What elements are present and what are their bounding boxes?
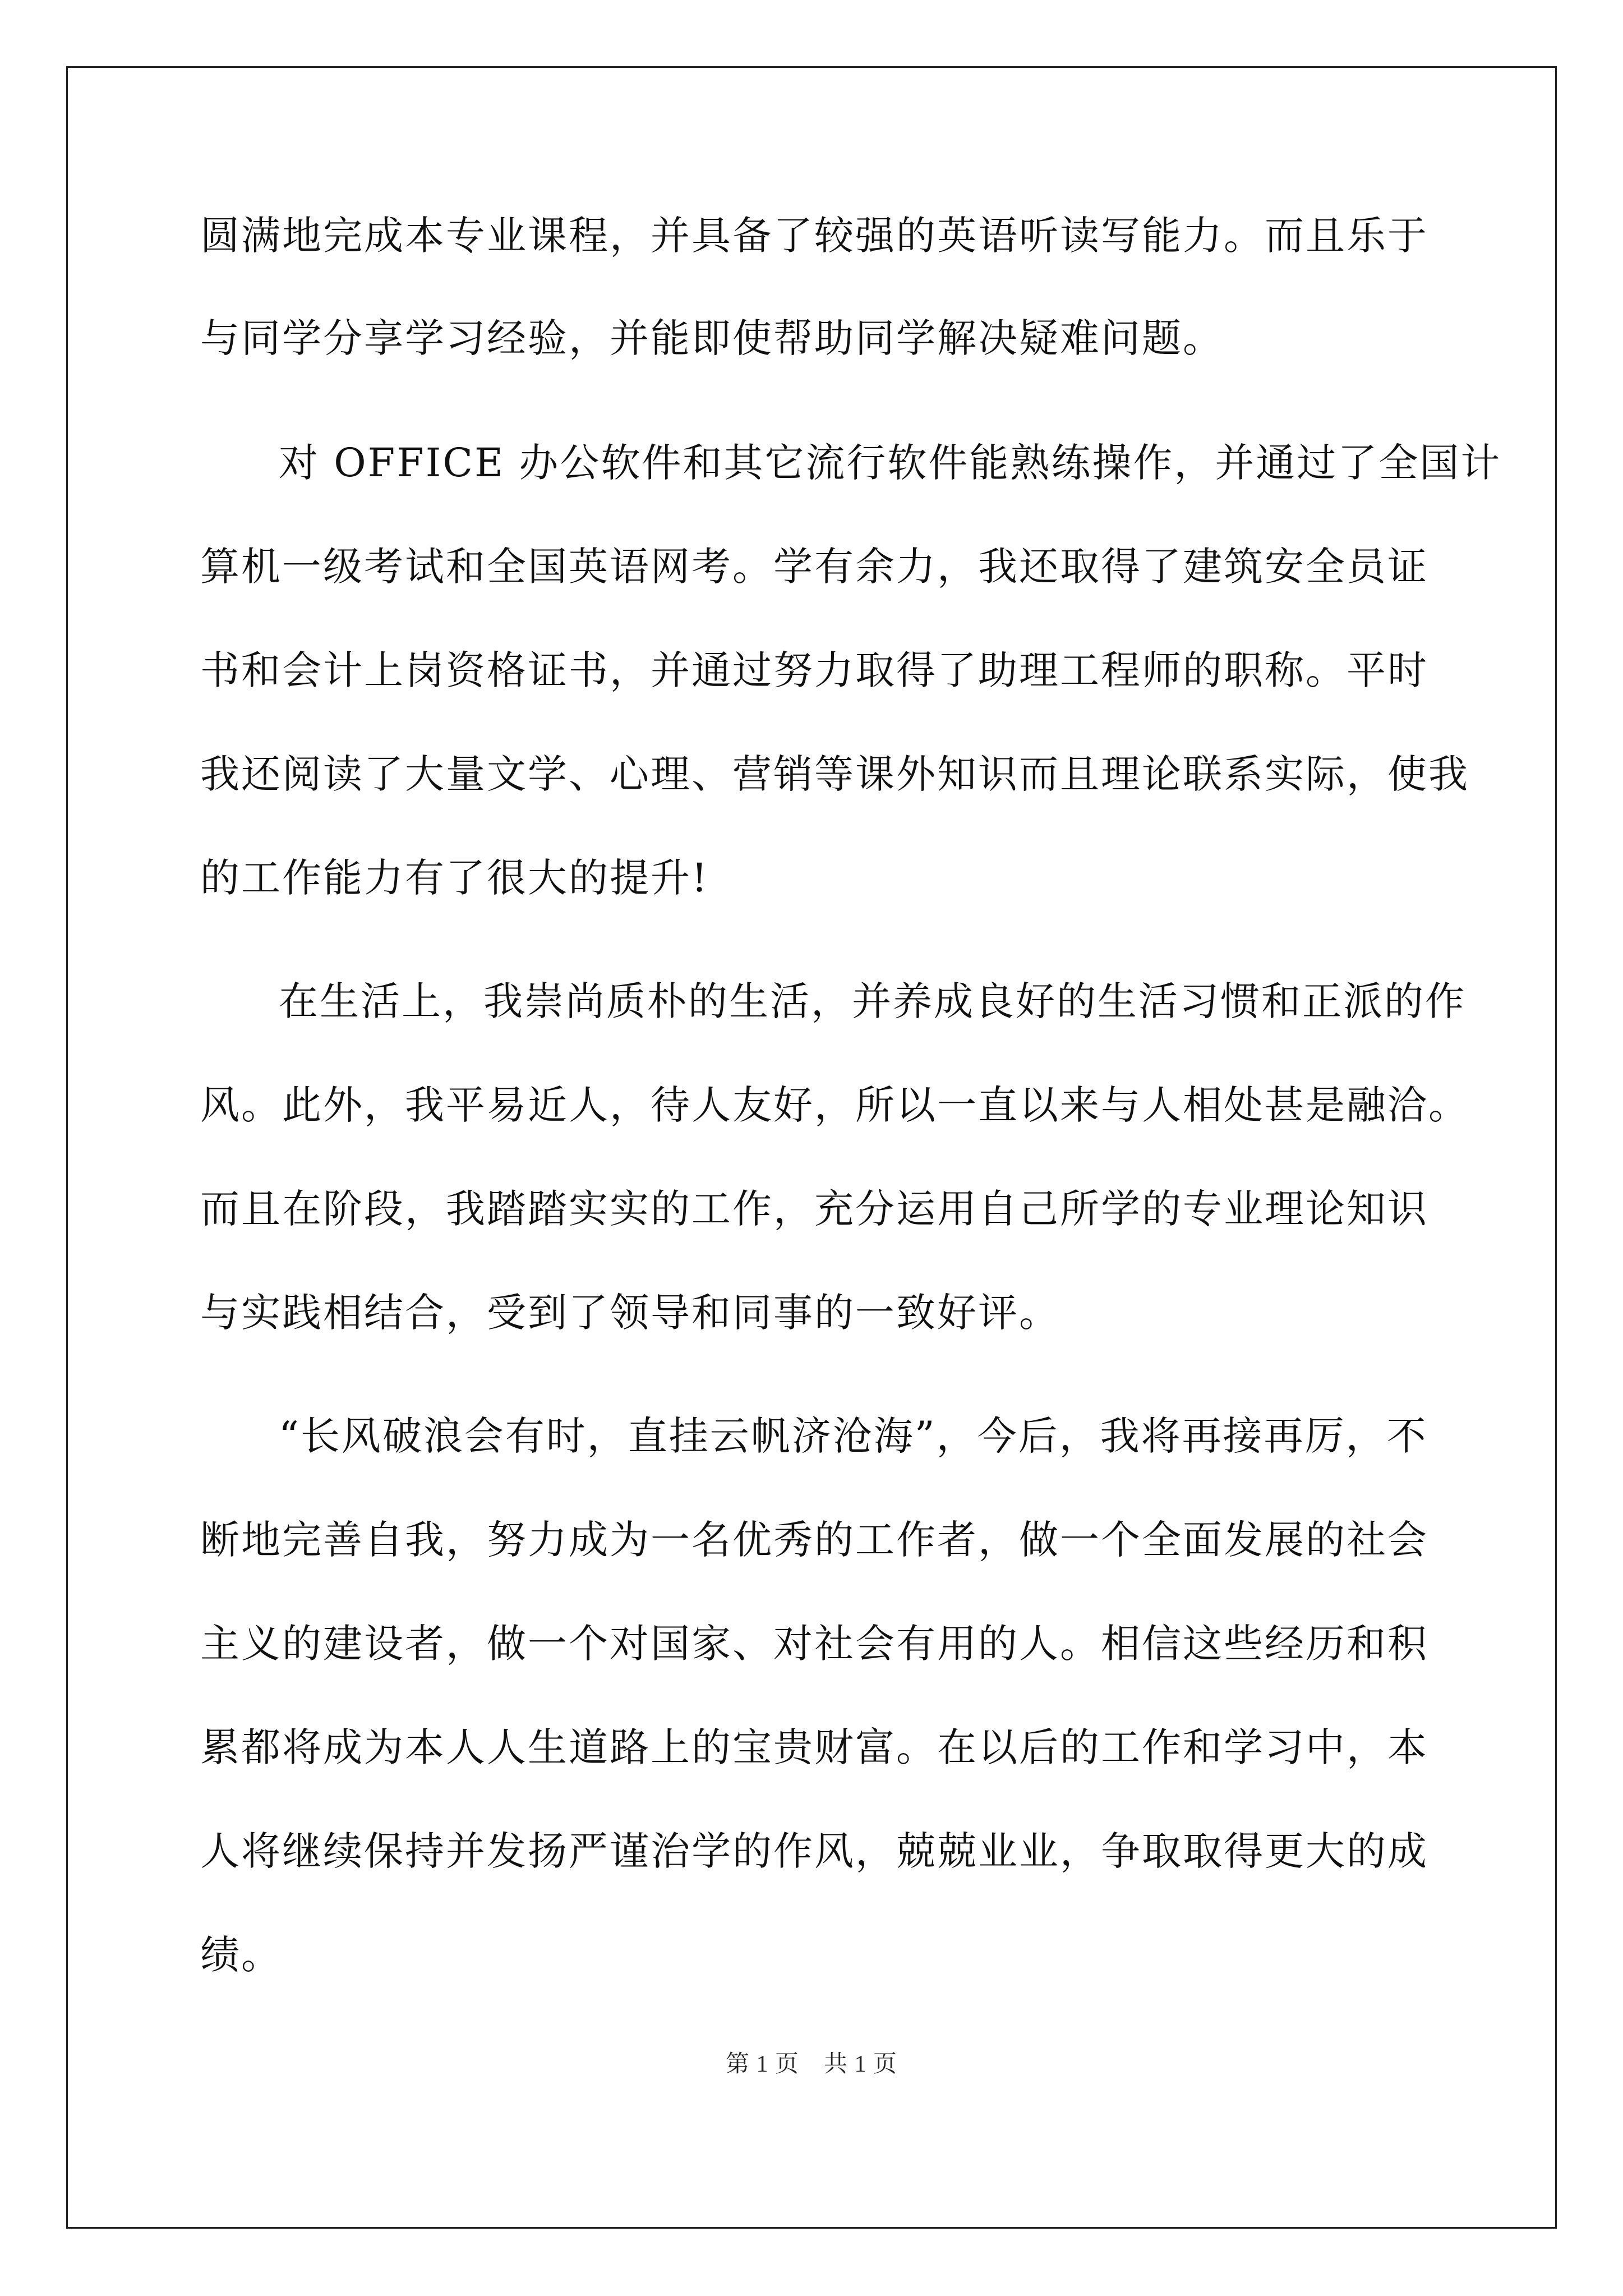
- text-line: 我还阅读了大量文学、心理、营销等课外知识而且理论联系实际，使我: [200, 751, 1469, 797]
- text-line: 绩。: [200, 1932, 282, 1978]
- text-line: 的工作能力有了很大的提升!: [200, 855, 709, 901]
- page-footer: [0, 2047, 1623, 2081]
- text-line: 人将继续保持并发扬严谨治学的作风，兢兢业业，争取取得更大的成: [200, 1828, 1428, 1874]
- paragraph-start-line: 在生活上，我崇尚质朴的生活，并养成良好的生活习惯和正派的作: [279, 978, 1466, 1024]
- page-number: 第 1 页: [725, 2051, 799, 2077]
- text-line: 书和会计上岗资格证书，并通过努力取得了助理工程师的职称。平时: [200, 647, 1428, 693]
- paragraph-start-line: 对 OFFICE 办公软件和其它流行软件能熟练操作，并通过了全国计: [279, 440, 1502, 486]
- text-line: 圆满地完成本专业课程，并具备了较强的英语听读写能力。而且乐于: [200, 213, 1428, 259]
- text-line: 算机一级考试和全国英语网考。学有余力，我还取得了建筑安全员证: [200, 544, 1428, 590]
- text-line: 而且在阶段，我踏踏实实的工作，充分运用自己所学的专业理论知识: [200, 1186, 1428, 1232]
- text-line: 与同学分享学习经验，并能即使帮助同学解决疑难问题。: [200, 315, 1224, 361]
- page-count: 共 1 页: [824, 2051, 898, 2077]
- text-line: 与实践相结合，受到了领导和同事的一致好评。: [200, 1290, 1060, 1336]
- text-line: 风。此外，我平易近人，待人友好，所以一直以来与人相处甚是融洽。: [200, 1082, 1469, 1128]
- paragraph-start-line: “长风破浪会有时，直挂云帆济沧海”，今后，我将再接再厉，不: [279, 1413, 1428, 1459]
- text-line: 断地完善自我，努力成为一名优秀的工作者，做一个全面发展的社会: [200, 1517, 1428, 1563]
- text-line: 累都将成为本人人生道路上的宝贵财富。在以后的工作和学习中，本: [200, 1724, 1428, 1770]
- page-border: [66, 66, 1557, 2229]
- text-line: 主义的建设者，做一个对国家、对社会有用的人。相信这些经历和积: [200, 1621, 1428, 1667]
